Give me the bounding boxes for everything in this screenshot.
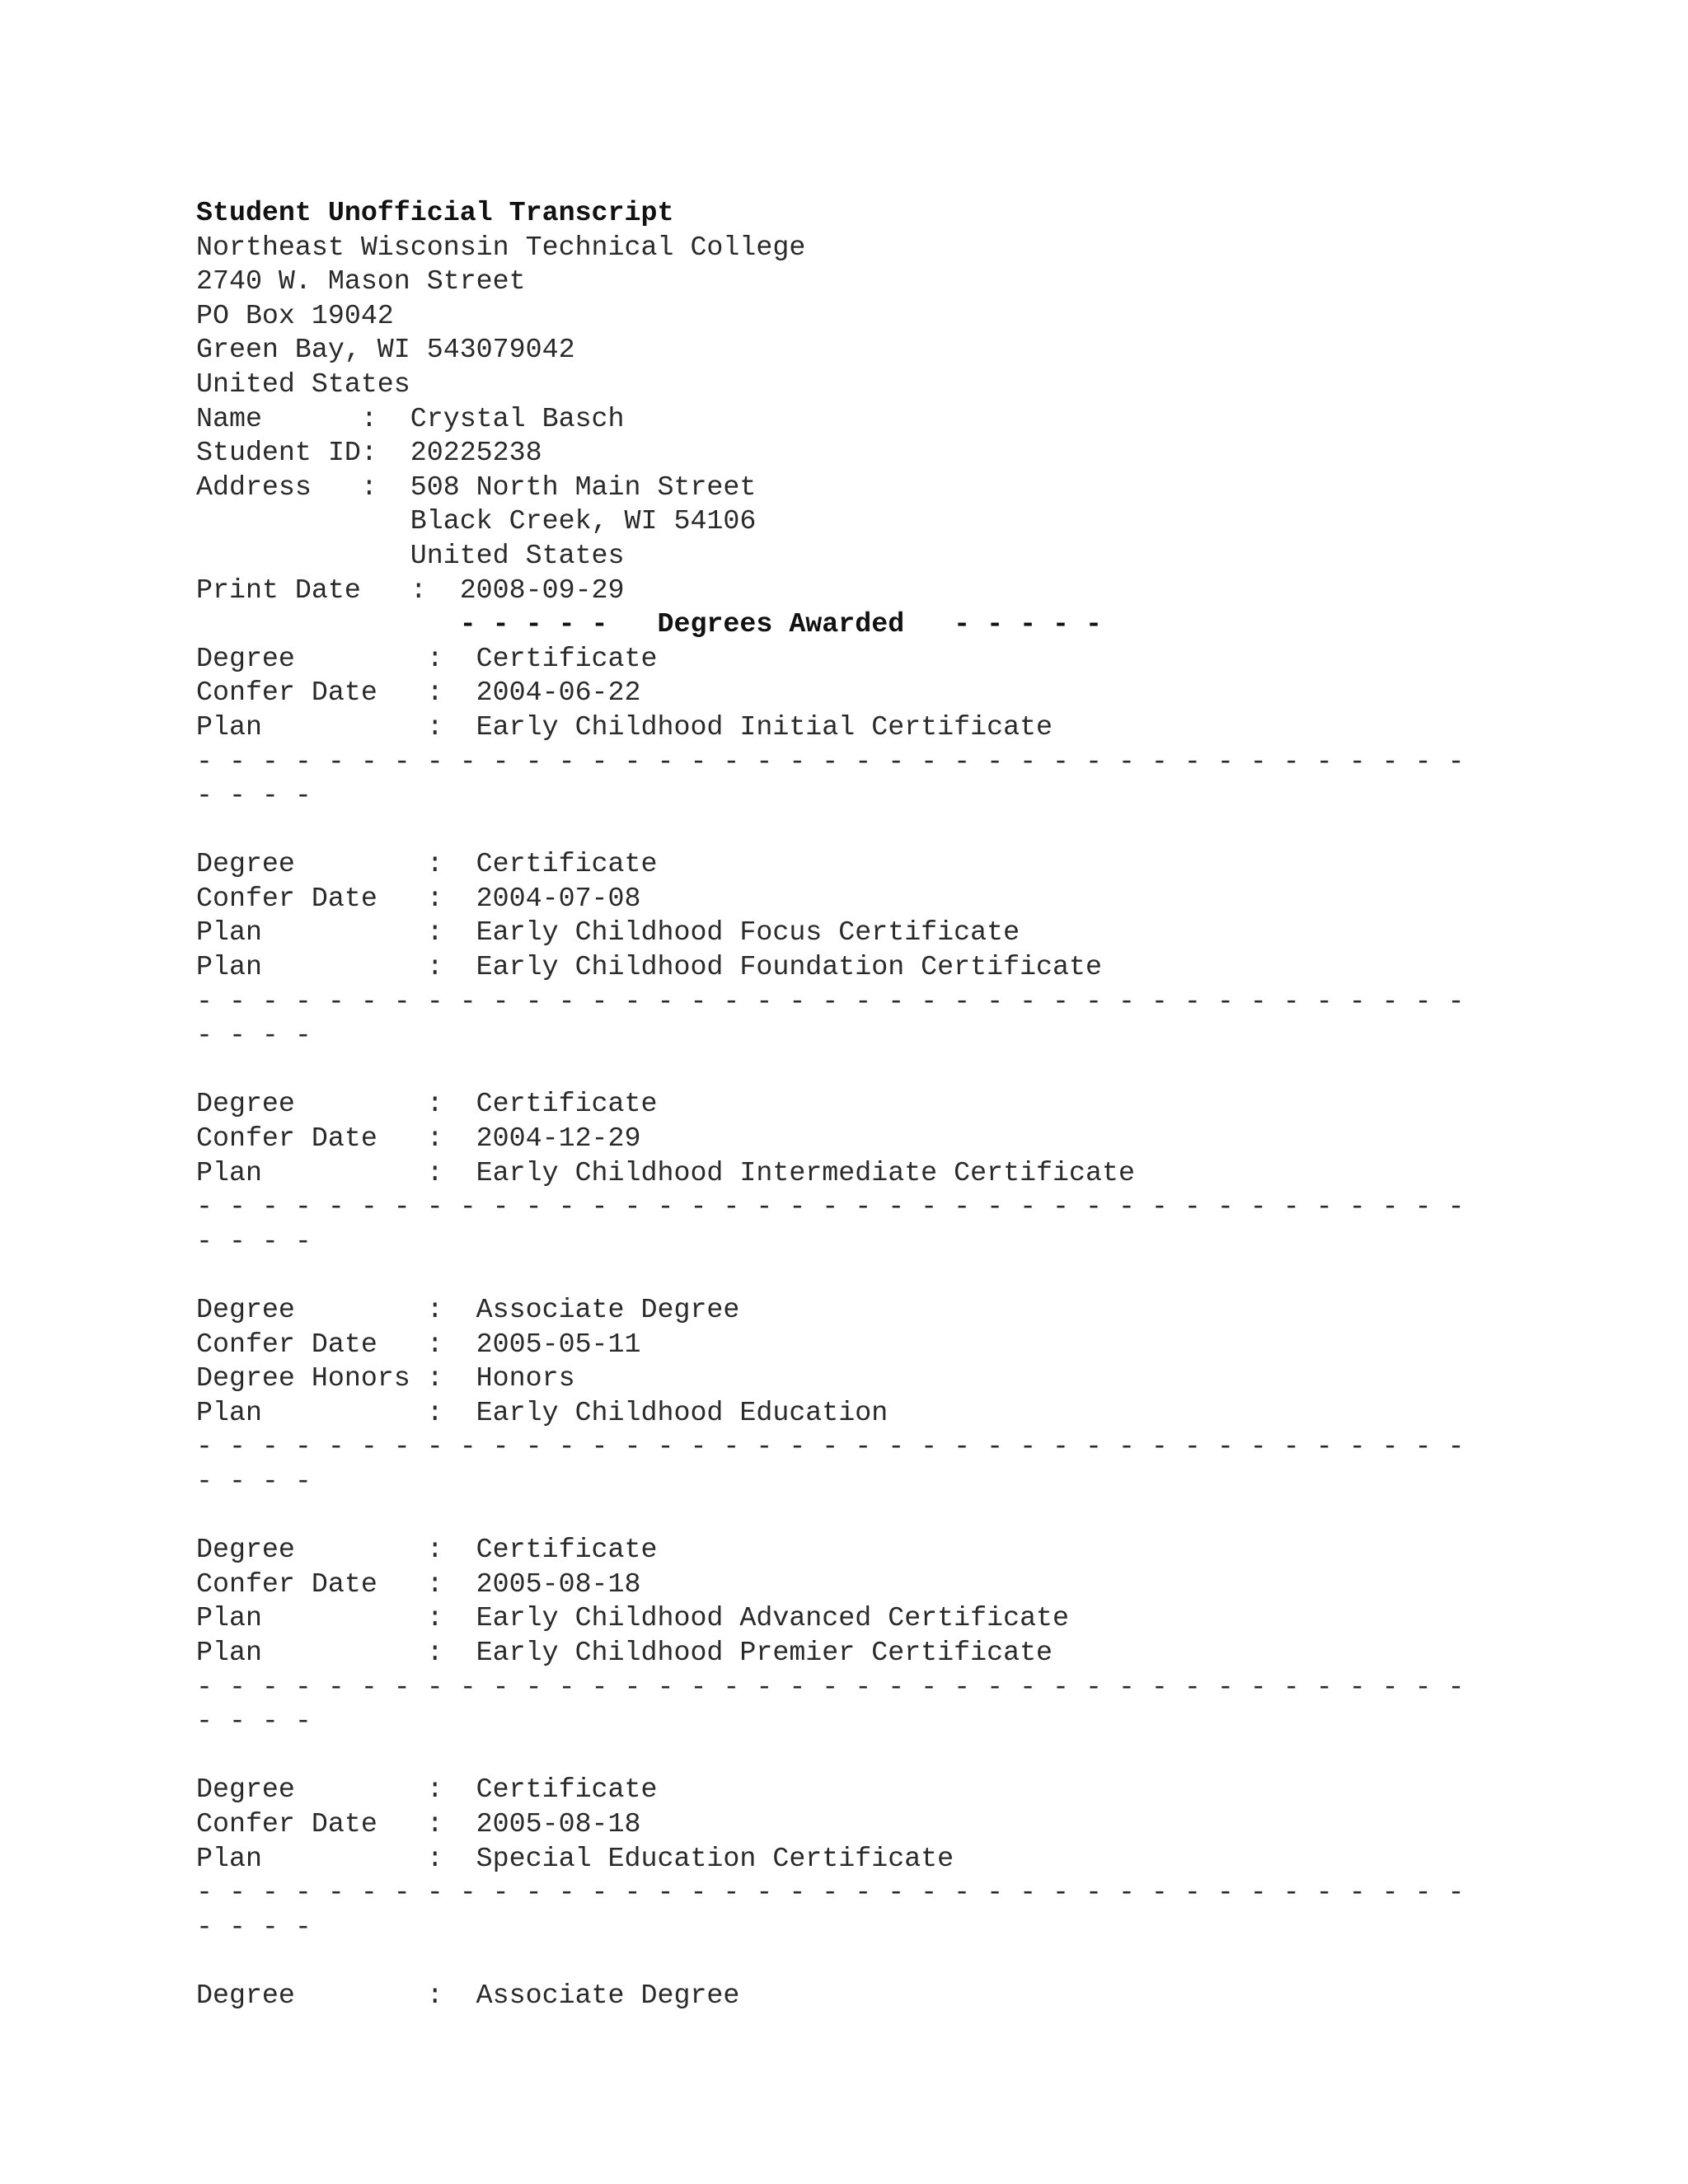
degree-field-line: Plan : Early Childhood Initial Certificate — [196, 710, 1053, 743]
student-id: Student ID: 20225238 — [196, 437, 542, 469]
institution-city: Green Bay, WI 543079042 — [196, 334, 575, 366]
separator-line-wrap: - - - - — [196, 1225, 312, 1257]
separator-line-wrap: - - - - — [196, 1910, 312, 1943]
document-title: Student Unofficial Transcript — [196, 197, 674, 228]
degree-field-line: Plan : Early Childhood Advanced Certificate — [196, 1602, 1070, 1634]
degree-field-line: Confer Date : 2005-05-11 — [196, 1328, 641, 1360]
degree-field-line: Confer Date : 2005-08-18 — [196, 1568, 641, 1600]
degree-field-line: Confer Date : 2004-07-08 — [196, 882, 641, 914]
institution-po-box: PO Box 19042 — [196, 299, 394, 331]
separator-line-wrap: - - - - — [196, 1465, 312, 1497]
spacer — [196, 813, 1531, 848]
degree-field-line: Degree : Associate Degree — [196, 1294, 740, 1325]
spacer — [196, 1739, 1531, 1774]
degree-line-trailing: Degree : Associate Degree — [196, 1979, 740, 2011]
spacer — [196, 1258, 1531, 1293]
institution-street: 2740 W. Mason Street — [196, 265, 526, 298]
degree-field-line: Plan : Early Childhood Premier Certificate — [196, 1636, 1053, 1668]
degree-field-line: Degree Honors : Honors — [196, 1362, 575, 1394]
degree-block — [196, 1533, 1531, 1773]
degree-block — [196, 847, 1531, 1087]
student-address-line-3: United States — [196, 539, 625, 571]
institution-name: Northeast Wisconsin Technical College — [196, 231, 806, 263]
separator-line-wrap: - - - - — [196, 1019, 312, 1052]
separator-line-wrap: - - - - — [196, 780, 312, 812]
degree-field-line: Degree : Certificate — [196, 1774, 658, 1806]
separator-line: - - - - - - - - - - - - - - - - - - - - - - - - - - - - - - - - - - - - - - - — [196, 1671, 1465, 1703]
degree-field-line: Confer Date : 2004-06-22 — [196, 677, 641, 709]
degree-field-line: Degree : Certificate — [196, 642, 658, 674]
degree-field-line: Plan : Early Childhood Focus Certificate — [196, 916, 1020, 949]
degree-field-line: Degree : Certificate — [196, 1534, 658, 1566]
degree-block — [196, 642, 1531, 848]
degree-block — [196, 1293, 1531, 1533]
degree-field-line: Confer Date : 2005-08-18 — [196, 1807, 641, 1840]
degree-field-line: Degree : Certificate — [196, 1088, 658, 1120]
degree-field-line: Plan : Early Childhood Foundation Certificate — [196, 951, 1102, 983]
spacer — [196, 1499, 1531, 1534]
degree-field-line: Plan : Special Education Certificate — [196, 1842, 954, 1874]
degree-field-line: Plan : Early Childhood Intermediate Certificate — [196, 1156, 1135, 1188]
transcript-page — [196, 196, 1531, 2013]
degrees-list — [196, 642, 1531, 1979]
section-heading-degrees-awarded: - - - - - Degrees Awarded - - - - - — [196, 608, 1102, 640]
separator-line: - - - - - - - - - - - - - - - - - - - - - - - - - - - - - - - - - - - - - - - — [196, 745, 1465, 777]
institution-country: United States — [196, 368, 410, 400]
student-name: Name : Crystal Basch — [196, 402, 625, 434]
separator-line: - - - - - - - - - - - - - - - - - - - - - - - - - - - - - - - - - - - - - - - — [196, 1431, 1465, 1463]
spacer — [196, 1053, 1531, 1088]
degree-field-line: Degree : Certificate — [196, 848, 658, 880]
degree-block — [196, 1087, 1531, 1293]
degree-block — [196, 1773, 1531, 1979]
separator-line: - - - - - - - - - - - - - - - - - - - - - - - - - - - - - - - - - - - - - - - — [196, 985, 1465, 1017]
print-date: Print Date : 2008-09-29 — [196, 574, 625, 606]
separator-line-wrap: - - - - — [196, 1705, 312, 1737]
student-address-line-1: Address : 508 North Main Street — [196, 471, 757, 503]
degree-field-line: Confer Date : 2004-12-29 — [196, 1122, 641, 1155]
separator-line: - - - - - - - - - - - - - - - - - - - - - - - - - - - - - - - - - - - - - - - — [196, 1191, 1465, 1223]
student-address-line-2: Black Creek, WI 54106 — [196, 505, 757, 537]
spacer — [196, 1944, 1531, 1979]
degree-field-line: Plan : Early Childhood Education — [196, 1396, 889, 1428]
separator-line: - - - - - - - - - - - - - - - - - - - - - - - - - - - - - - - - - - - - - - - — [196, 1877, 1465, 1909]
